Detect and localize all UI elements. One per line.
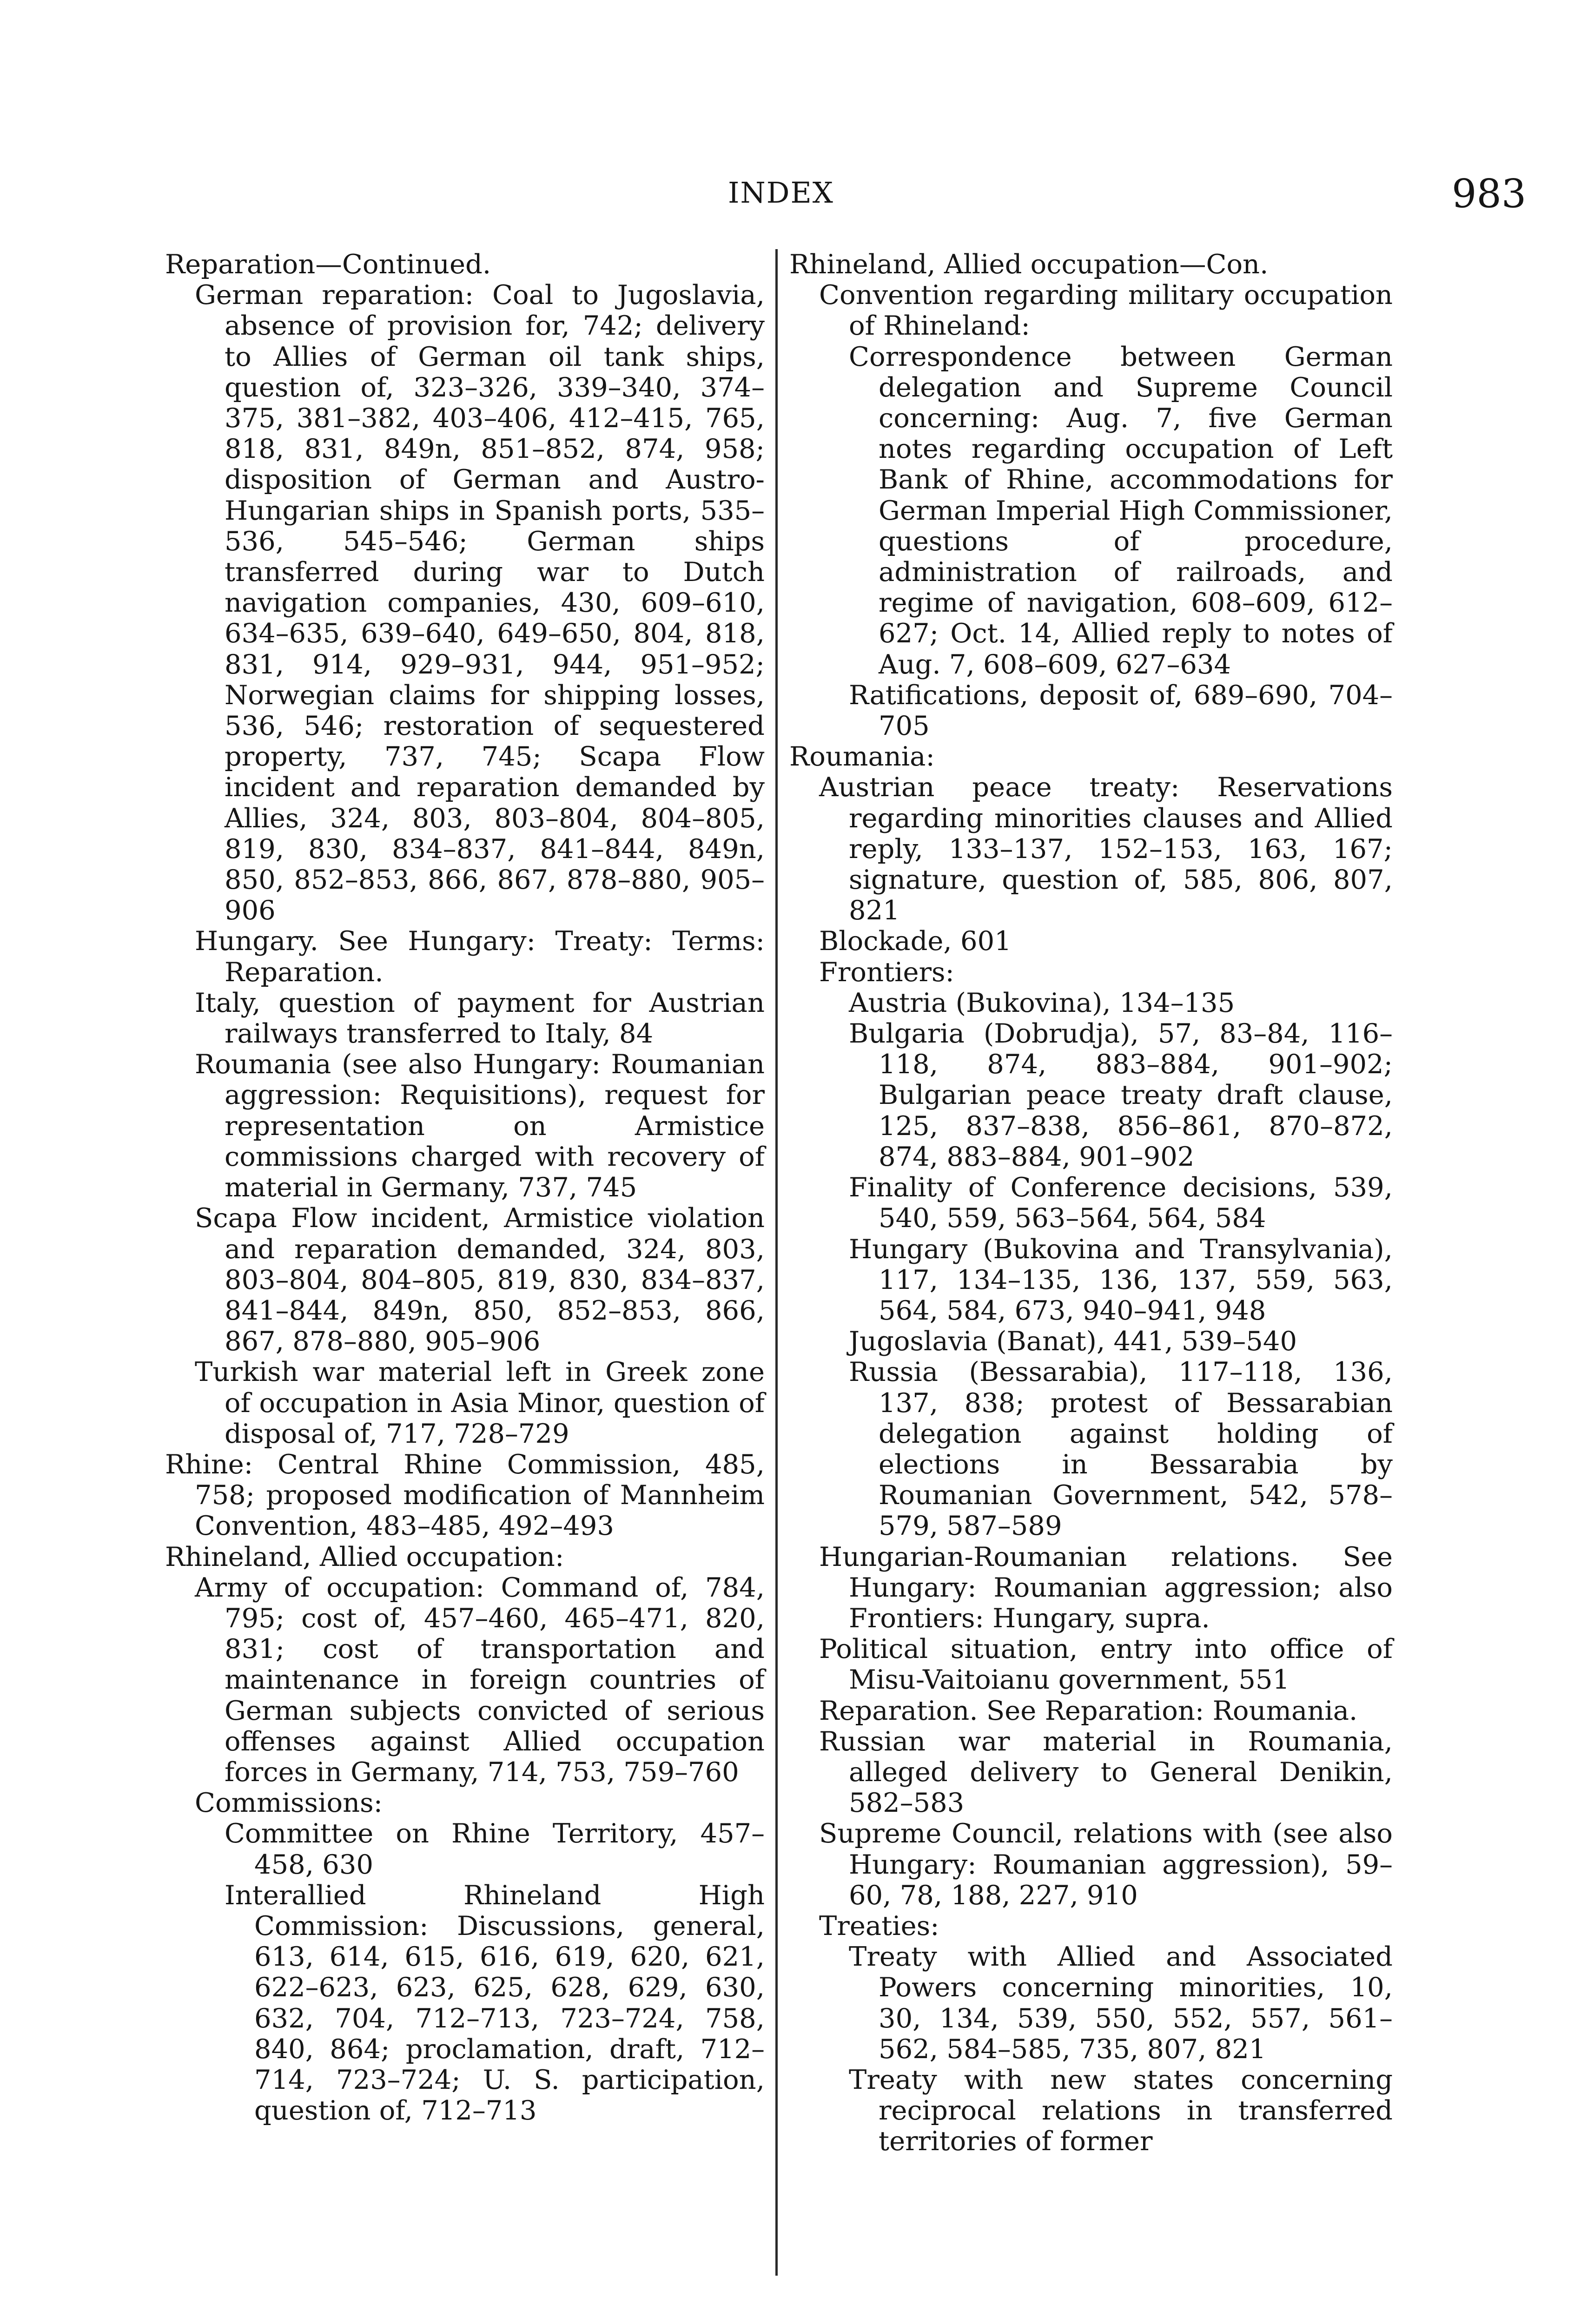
index-entry: Hungarian-Roumanian relations. See Hungary: Roumanian aggression; also Frontiers: Hungary, supra. xyxy=(819,1541,1393,1634)
index-entry: Ratifications, deposit of, 689–690, 704–705 xyxy=(849,679,1393,742)
index-entry: Rhine: Central Rhine Commission, 485, 758; proposed modification of Mannheim Convention, 483–485, 492–493 xyxy=(165,1448,765,1542)
index-entry: Treaty with Allied and Associated Powers concerning minorities, 10, 30, 134, 539, 550, 552, 557, 561–562, 584–585, 735, 807, 821 xyxy=(849,1941,1393,2065)
index-entry: Interallied Rhineland High Commission: Discussions, general, 613, 614, 615, 616, 619, 620, 621, 622–623, 623, 625, 628, 629, 630, 632, 704, 712–713, 723–724, 758, 840, 864; proclamation, draft, 712–714, 723–724; U. S. participation, question of, 712–713 xyxy=(225,1879,765,2126)
index-entry: Turkish war material left in Greek zone of occupation in Asia Minor, question of disposal of, 717, 728–729 xyxy=(195,1356,765,1449)
index-entry: Jugoslavia (Banat), 441, 539–540 xyxy=(849,1326,1297,1357)
index-entry: Roumania (see also Hungary: Roumanian aggression: Requisitions), request for representation on Armistice commissions charged with recovery of material in Germany, 737, 745 xyxy=(195,1049,765,1203)
index-entry: Reparation—Continued. xyxy=(165,249,491,280)
index-entry: Treaty with new states concerning reciprocal relations in transferred territories of former xyxy=(849,2064,1393,2157)
index-entry: Blockade, 601 xyxy=(819,925,1012,957)
index-entry: Correspondence between German delegation and Supreme Council concerning: Aug. 7, five German notes regarding occupation of Left Bank of Rhine, accommodations for German Imperial High Commissioner, questions of procedure, administration of railroads, and regime of navigation, 608–609, 612–627; Oct. 14, Allied reply to notes of Aug. 7, 608–609, 627–634 xyxy=(849,341,1393,680)
index-entry: Scapa Flow incident, Armistice violation and reparation demanded, 324, 803, 803–804, 804–805, 819, 830, 834–837, 841–844, 849n, 850, 852–853, 866, 867, 878–880, 905–906 xyxy=(195,1202,765,1357)
index-column-left xyxy=(165,249,765,2126)
column-divider xyxy=(775,249,778,2276)
index-entry: Roumania: xyxy=(789,741,935,772)
index-column-right xyxy=(789,249,1393,2157)
index-entry: Hungary. See Hungary: Treaty: Terms: Reparation. xyxy=(195,925,765,988)
index-entry: Rhineland, Allied occupation: xyxy=(165,1541,564,1572)
index-entry: Rhineland, Allied occupation—Con. xyxy=(789,249,1269,280)
index-entry: Frontiers: xyxy=(819,956,954,988)
index-entry: German reparation: Coal to Jugoslavia, absence of provision for, 742; delivery to Allies of German oil tank ships, question of, 323–326, 339–340, 374–375, 381–382, 403–406, 412–415, 765, 818, 831, 849n, 851–852, 874, 958; disposition of German and Austro-Hungarian ships in Spanish ports, 535–536, 545–546; German ships transferred during war to Dutch navigation companies, 430, 609–610, 634–635, 639–640, 649–650, 804, 818, 831, 914, 929–931, 944, 951–952; Norwegian claims for shipping losses, 536, 546; restoration of sequestered property, 737, 745; Scapa Flow incident and reparation demanded by Allies, 324, 803, 803–804, 804–805, 819, 830, 834–837, 841–844, 849n, 850, 852–853, 866, 867, 878–880, 905–906 xyxy=(195,279,765,926)
index-entry: Committee on Rhine Territory, 457–458, 630 xyxy=(225,1818,765,1880)
index-entry: Bulgaria (Dobrudja), 57, 83–84, 116–118, 874, 883–884, 901–902; Bulgarian peace treaty draft clause, 125, 837–838, 856–861, 870–872, 874, 883–884, 901–902 xyxy=(849,1018,1393,1172)
index-entry: Finality of Conference decisions, 539, 540, 559, 563–564, 564, 584 xyxy=(849,1172,1393,1234)
index-entry: Russian war material in Roumania, alleged delivery to General Denikin, 582–583 xyxy=(819,1725,1393,1819)
index-entry: Army of occupation: Command of, 784, 795; cost of, 457–460, 465–471, 820, 831; cost of transportation and maintenance in foreign countries of German subjects convicted of serious offenses against Allied occupation forces in Germany, 714, 753, 759–760 xyxy=(195,1571,765,1788)
index-entry: Reparation. See Reparation: Roumania. xyxy=(819,1695,1358,1726)
index-entry: Italy, question of payment for Austrian railways transferred to Italy, 84 xyxy=(195,987,765,1050)
index-entry: Treaties: xyxy=(819,1910,939,1941)
index-entry: Austria (Bukovina), 134–135 xyxy=(849,987,1235,1018)
index-entry: Political situation, entry into office of Misu-Vaitoianu government, 551 xyxy=(819,1633,1393,1696)
index-entry: Commissions: xyxy=(195,1787,383,1819)
page-number: 983 xyxy=(1452,171,1527,217)
index-entry: Convention regarding military occupation of Rhineland: xyxy=(819,279,1393,342)
index-entry: Austrian peace treaty: Reservations regarding minorities clauses and Allied reply, 133–137, 152–153, 163, 167; signature, question of, 585, 806, 807, 821 xyxy=(819,772,1393,926)
index-entry: Supreme Council, relations with (see also Hungary: Roumanian aggression), 59–60, 78, 188, 227, 910 xyxy=(819,1818,1393,1911)
index-entry: Hungary (Bukovina and Transylvania), 117, 134–135, 136, 137, 559, 563, 564, 584, 673, 940–941, 948 xyxy=(849,1233,1393,1326)
index-entry: Russia (Bessarabia), 117–118, 136, 137, 838; protest of Bessarabian delegation against holding of elections in Bessarabia by Roumanian Government, 542, 578–579, 587–589 xyxy=(849,1356,1393,1542)
running-head-title: INDEX xyxy=(728,176,834,210)
